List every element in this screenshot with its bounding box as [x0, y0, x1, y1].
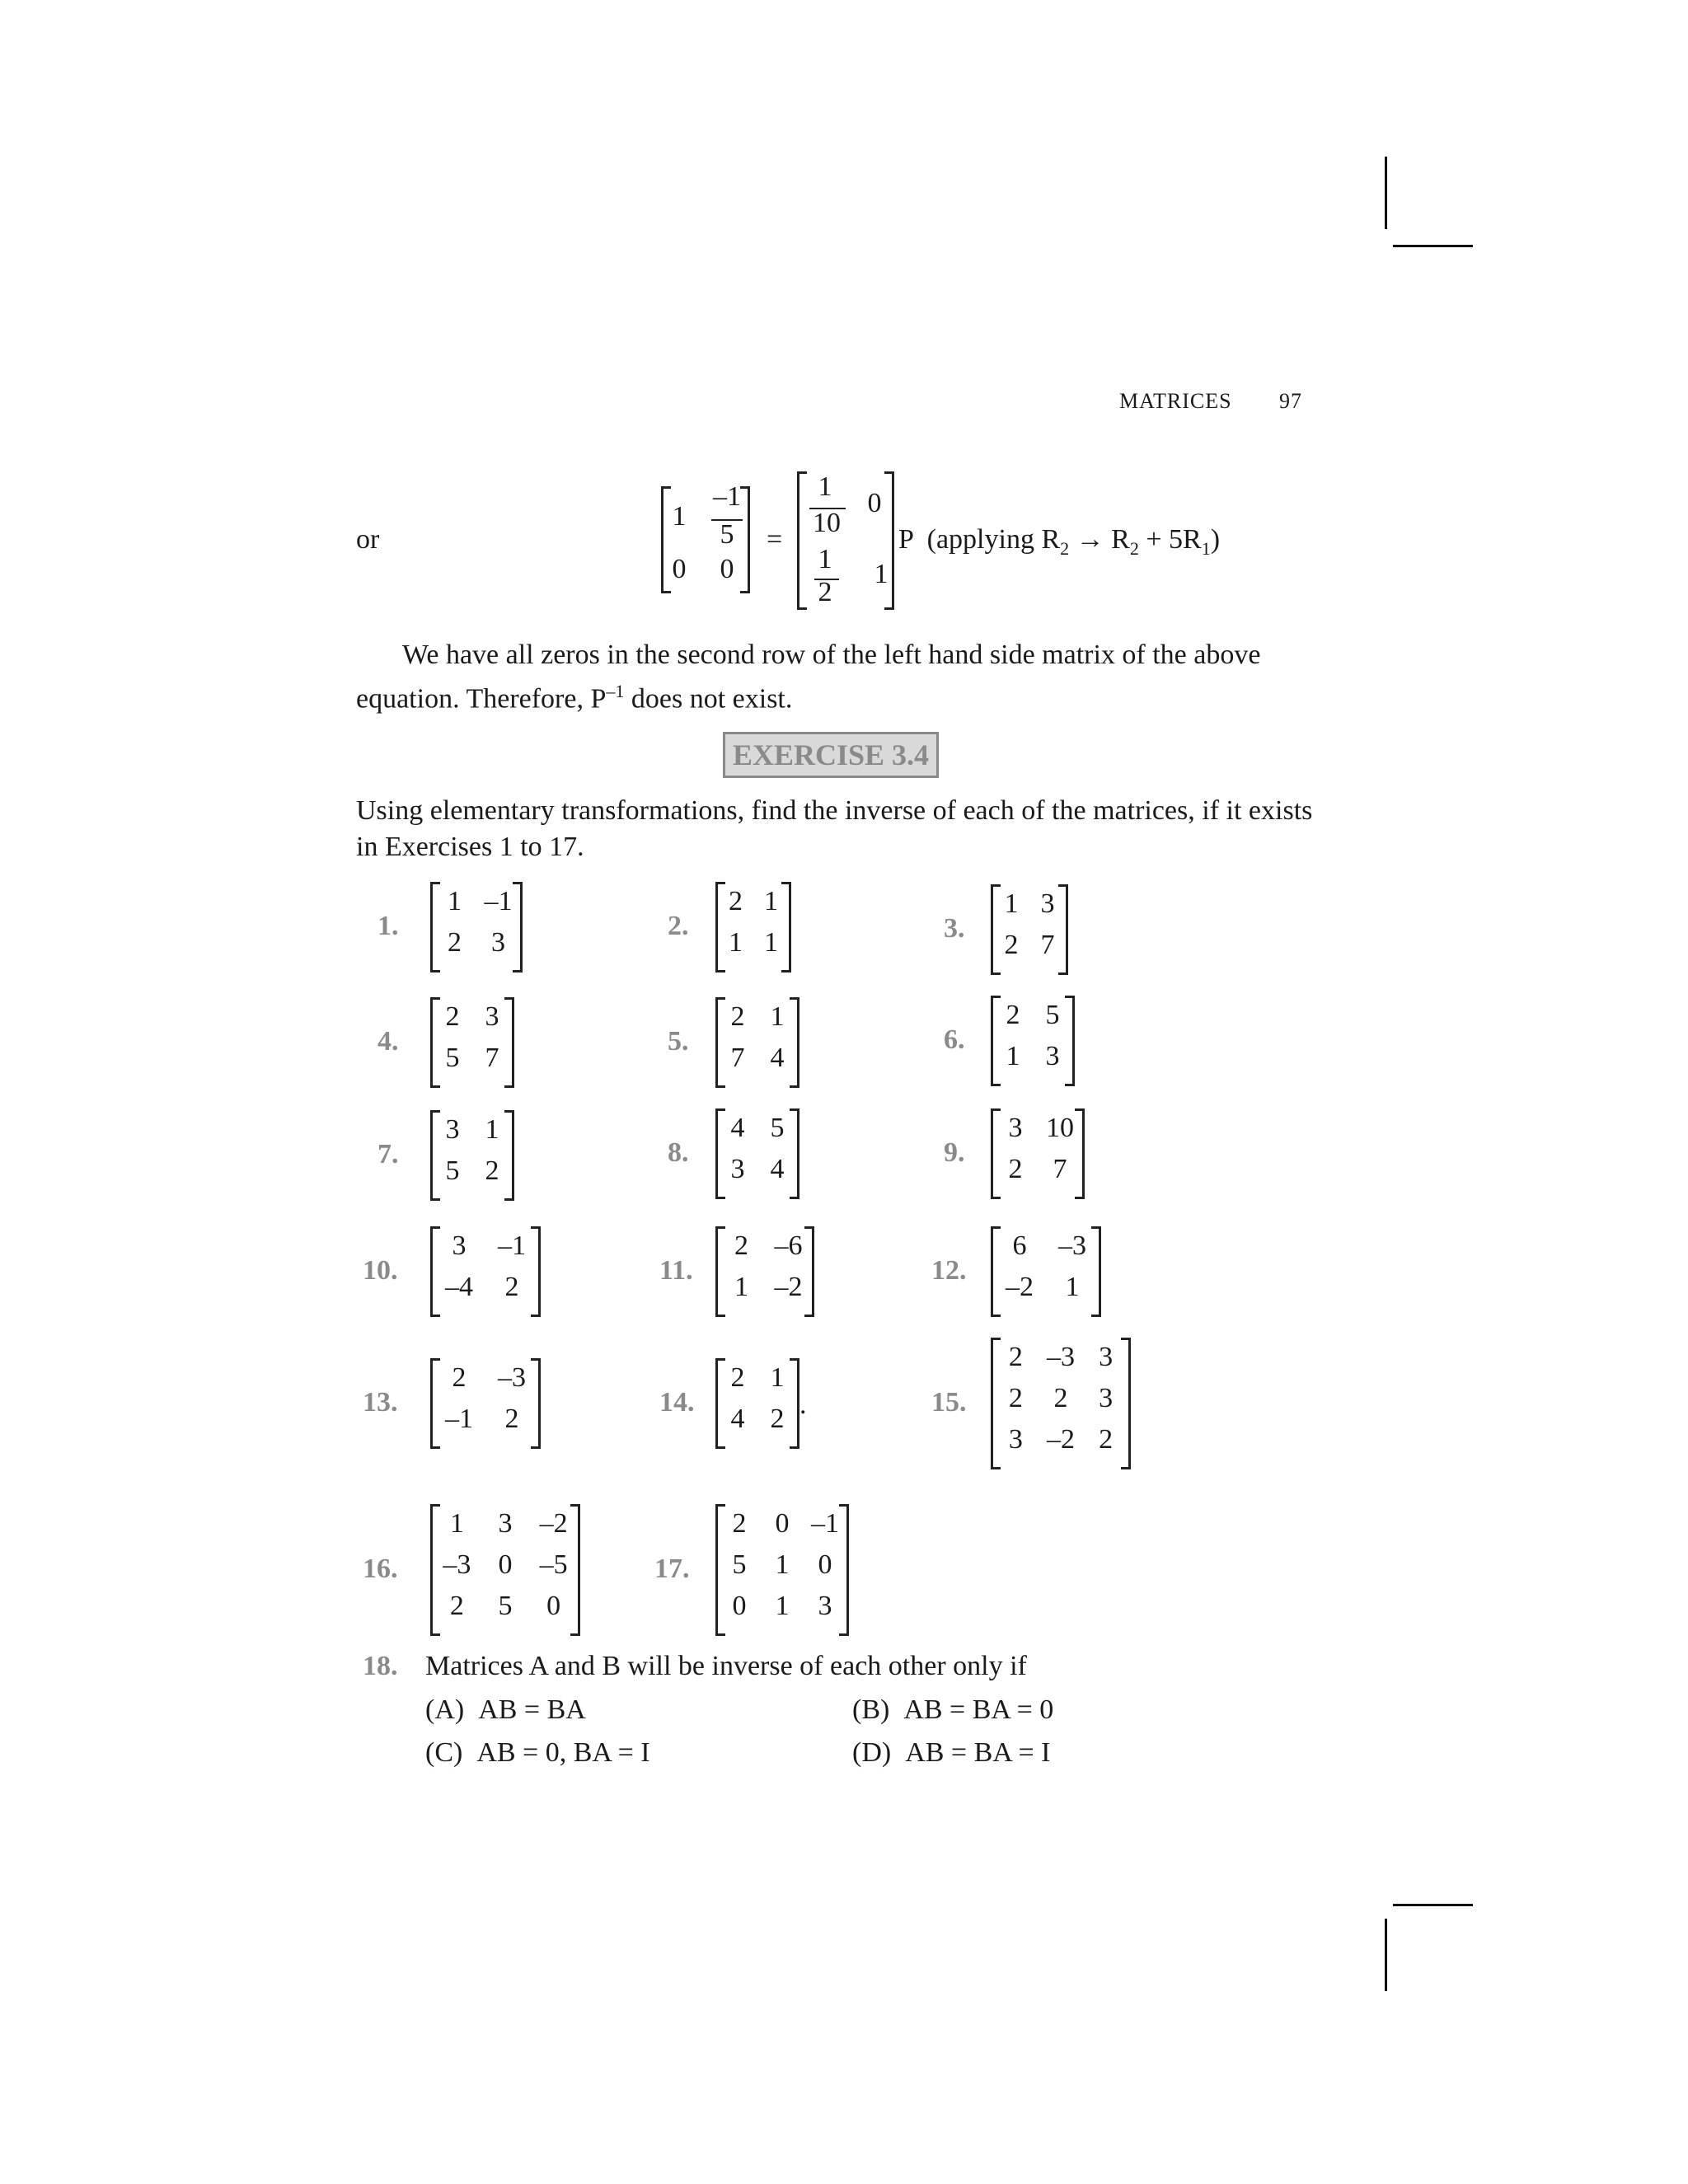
matrix-cell: 2: [1053, 1383, 1068, 1413]
problem-number: 6.: [944, 1024, 965, 1055]
problem-matrix: [430, 1110, 514, 1201]
matrix-cell: –5: [539, 1549, 568, 1580]
matrix-cell: 2: [1006, 1000, 1020, 1030]
matrix-cell: 1: [1065, 1272, 1080, 1302]
problem-number: 11.: [659, 1255, 693, 1286]
matrix-cell: –2: [774, 1272, 803, 1302]
problem-number: 7.: [377, 1139, 399, 1169]
matrix-cell: 3: [485, 1001, 499, 1032]
matrix-cell: 0: [818, 1549, 832, 1580]
problem-matrix: [715, 1358, 799, 1449]
matrix-cell: 3: [445, 1114, 460, 1145]
matrix-cell: 7: [1040, 930, 1055, 960]
problem-number: 9.: [944, 1137, 965, 1168]
problem-matrix: [715, 1504, 849, 1636]
matrix-cell: –1: [498, 1230, 526, 1261]
problem-matrix: [430, 997, 514, 1088]
matrix-cell: 1: [729, 927, 743, 958]
option-d: (D) AB = BA = I: [852, 1737, 1051, 1768]
matrix-cell: 1: [485, 1114, 499, 1145]
matrix-cell: 4: [730, 1404, 745, 1434]
problem-number: 10.: [363, 1255, 398, 1286]
matrix-cell: –6: [774, 1230, 803, 1261]
matrix-cell: 7: [730, 1043, 745, 1073]
matrix-cell: 2: [1099, 1424, 1114, 1455]
matrix-cell: 4: [770, 1154, 785, 1184]
matrix-cell: 1: [775, 1549, 790, 1580]
problem-number: 2.: [668, 911, 689, 941]
problem-matrix: [430, 1358, 541, 1449]
problem-matrix: [991, 884, 1068, 975]
matrix-cell: 5: [445, 1155, 460, 1186]
matrix-cell: 2: [452, 1362, 467, 1393]
rhs-r1c2: 0: [867, 488, 882, 518]
matrix-cell: –2: [1006, 1272, 1034, 1302]
matrix-cell: –2: [539, 1508, 568, 1539]
lhs-matrix: [661, 481, 750, 593]
matrix-cell: 2: [1004, 930, 1019, 960]
matrix-cell: 0: [775, 1508, 790, 1539]
lhs-r1c2-den: 5: [720, 519, 734, 550]
rhs-r1c1-num: 1: [818, 471, 832, 502]
matrix-cell: 2: [770, 1404, 785, 1434]
matrix-cell: 3: [498, 1508, 513, 1539]
matrix-cell: 2: [1008, 1154, 1023, 1184]
option-a: (A) AB = BA: [425, 1694, 586, 1725]
equals-sign: =: [767, 524, 783, 555]
row-operation-note: P (applying $R_2 \to R_2 + 5R_1$): [898, 524, 1221, 559]
matrix-trailing-period: .: [799, 1390, 807, 1420]
paragraph-line-2: equation. Therefore, $P^{-1}$ does not exist.: [356, 681, 793, 715]
matrix-cell: 3: [818, 1591, 832, 1621]
matrix-cell: 5: [498, 1591, 513, 1621]
matrix-cell: 3: [1045, 1041, 1060, 1071]
matrix-cell: 1: [775, 1591, 790, 1621]
matrix-cell: 2: [445, 1001, 460, 1032]
problem-number: 14.: [659, 1387, 695, 1418]
problem-number: 12.: [931, 1255, 967, 1286]
matrix-cell: 3: [1099, 1383, 1114, 1413]
matrix-cell: 7: [1053, 1154, 1067, 1184]
matrix-cell: 1: [449, 1508, 464, 1539]
matrix-cell: 2: [732, 1508, 747, 1539]
crop-mark-top-horizontal: [1393, 245, 1473, 247]
matrix-cell: –3: [498, 1362, 526, 1393]
matrix-cell: 2: [449, 1591, 464, 1621]
problem-matrix: [430, 1504, 580, 1636]
matrix-cell: 5: [445, 1043, 460, 1073]
matrix-cell: 5: [1045, 1000, 1060, 1030]
matrix-cell: 0: [546, 1591, 561, 1621]
problem-matrix: [991, 1338, 1131, 1469]
exercise-title: EXERCISE 3.4: [732, 738, 930, 771]
matrix-cell: 2: [504, 1272, 519, 1302]
problem-matrix: [430, 1226, 541, 1317]
rhs-r1c1-den: 10: [813, 508, 841, 538]
matrix-cell: –4: [445, 1272, 473, 1302]
matrix-cell: –1: [811, 1508, 839, 1539]
problem-matrix: [430, 882, 523, 972]
problem-number: 15.: [931, 1387, 967, 1418]
matrix-cell: 3: [491, 927, 505, 958]
page-number: 97: [1279, 389, 1302, 413]
problem-matrix: [715, 997, 799, 1088]
problem-matrix: [991, 996, 1075, 1086]
matrix-cell: 3: [1008, 1113, 1023, 1143]
matrix-cell: 2: [448, 927, 462, 958]
matrix-cell: 1: [1004, 888, 1019, 919]
matrix-cell: 3: [1008, 1424, 1023, 1455]
matrix-cell: –1: [484, 886, 513, 916]
matrix-cell: 2: [485, 1155, 499, 1186]
matrix-cell: 5: [732, 1549, 747, 1580]
lhs-r1c2-num: –1: [713, 481, 741, 512]
exercise-intro-line-1: Using elementary transformations, find the inverse of each of the matrices, if it exists: [356, 795, 1313, 826]
problem-number: 4.: [377, 1026, 399, 1057]
problem-matrix: [991, 1108, 1085, 1199]
matrix-cell: 2: [1008, 1383, 1023, 1413]
matrix-cell: 1: [1006, 1041, 1020, 1071]
rhs-r2c2: 1: [874, 559, 889, 589]
problem-number: 3.: [944, 913, 965, 944]
matrix-cell: 1: [764, 886, 778, 916]
problem-number: 5.: [668, 1026, 689, 1057]
matrix-cell: 7: [485, 1043, 499, 1073]
problem-matrix: [715, 1226, 814, 1317]
lhs-r2c1: 0: [672, 554, 687, 584]
matrix-cell: 1: [734, 1272, 748, 1302]
lhs-r2c2: 0: [720, 554, 734, 584]
option-c: (C) AB = 0, BA = I: [425, 1737, 650, 1768]
matrix-cell: 6: [1012, 1230, 1027, 1261]
matrix-cell: 0: [498, 1549, 513, 1580]
matrix-cell: 2: [1008, 1342, 1023, 1372]
matrix-cell: –1: [445, 1404, 473, 1434]
matrix-cell: –3: [1058, 1230, 1086, 1261]
matrix-cell: –2: [1046, 1424, 1075, 1455]
question-18-text: Matrices A and B will be inverse of each other only if: [425, 1651, 1027, 1681]
rhs-r2c1-num: 1: [818, 544, 832, 574]
matrix-cell: 0: [732, 1591, 747, 1621]
problem-number: 16.: [363, 1554, 398, 1584]
problem-matrix: [991, 1226, 1101, 1317]
exercise-heading-box: [723, 732, 939, 778]
option-b: (B) AB = BA = 0: [852, 1694, 1054, 1725]
matrix-cell: 4: [770, 1043, 785, 1073]
matrix-cell: –3: [443, 1549, 471, 1580]
problem-number: 1.: [377, 911, 399, 941]
crop-mark-bottom-vertical: [1385, 1919, 1387, 1991]
problem-number: 8.: [668, 1137, 689, 1168]
matrix-cell: 10: [1046, 1113, 1074, 1143]
matrix-cell: –3: [1046, 1342, 1075, 1372]
matrix-cell: 3: [1099, 1342, 1114, 1372]
problem-number: 17.: [654, 1554, 690, 1584]
matrix-cell: 4: [730, 1113, 745, 1143]
matrix-cell: 1: [764, 927, 778, 958]
matrix-cell: 2: [504, 1404, 519, 1434]
rhs-matrix: [797, 471, 894, 610]
exercise-intro-line-2: in Exercises 1 to 17.: [356, 832, 584, 862]
question-18-number: 18.: [363, 1651, 398, 1681]
matrix-cell: 3: [452, 1230, 467, 1261]
matrix-cell: 2: [730, 1001, 745, 1032]
matrix-cell: 2: [730, 1362, 745, 1393]
rhs-r2c1-den: 2: [818, 577, 832, 607]
paragraph-line-1: We have all zeros in the second row of the left hand side matrix of the above: [402, 640, 1261, 670]
matrix-cell: 1: [770, 1001, 785, 1032]
matrix-cell: 3: [730, 1154, 745, 1184]
crop-mark-top-vertical: [1385, 157, 1387, 229]
running-header-title: MATRICES: [1119, 389, 1232, 413]
equation-prefix: or: [356, 524, 380, 555]
lhs-r1c1: 1: [672, 501, 687, 532]
matrix-cell: 3: [1040, 888, 1055, 919]
problem-number: 13.: [363, 1387, 398, 1418]
problem-matrix: [715, 1108, 799, 1199]
problem-matrix: [715, 882, 791, 972]
matrix-cell: 1: [770, 1362, 785, 1393]
matrix-cell: 2: [734, 1230, 748, 1261]
matrix-cell: 5: [770, 1113, 785, 1143]
crop-mark-bottom-horizontal: [1393, 1904, 1473, 1906]
matrix-cell: 1: [448, 886, 462, 916]
matrix-cell: 2: [729, 886, 743, 916]
